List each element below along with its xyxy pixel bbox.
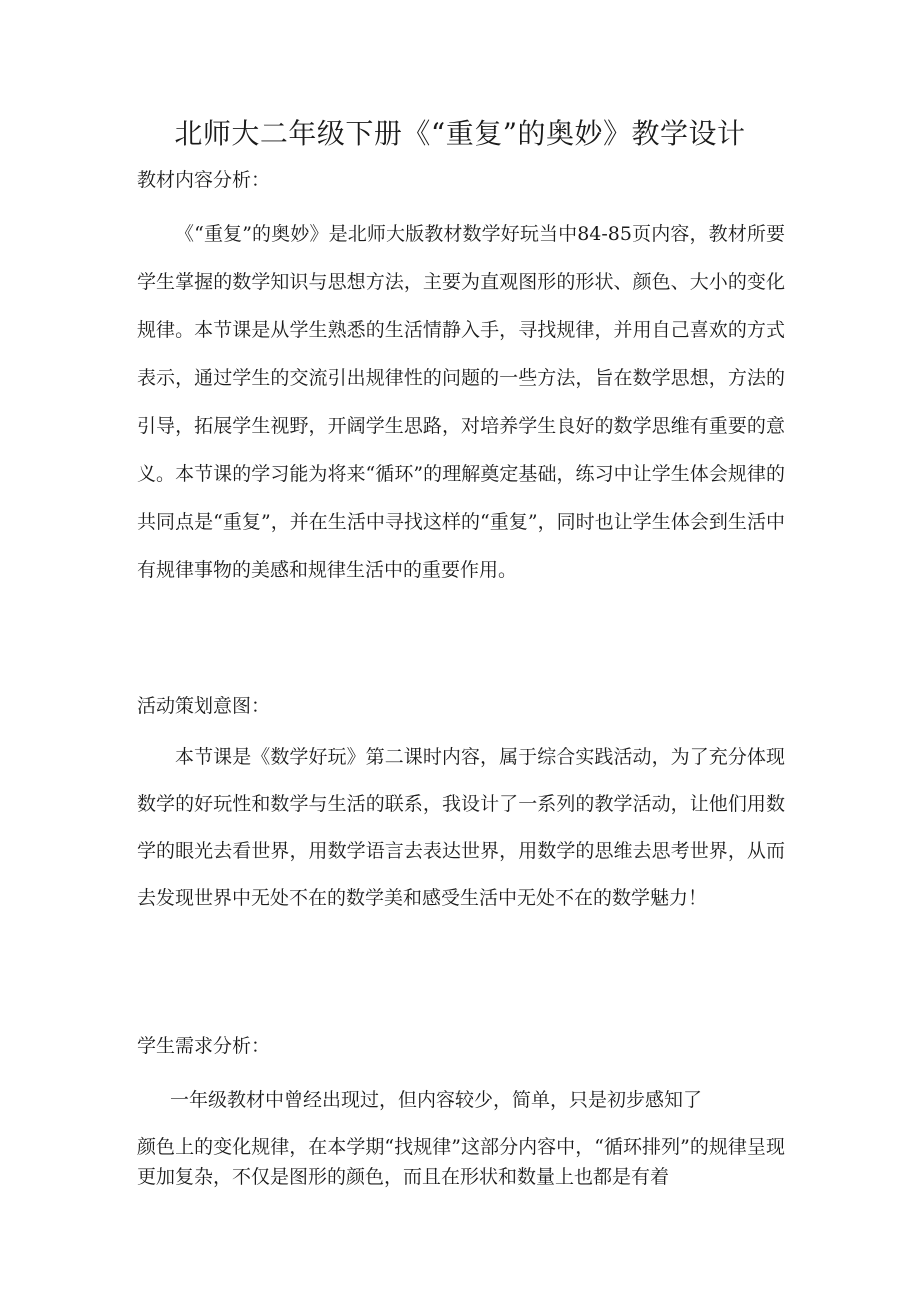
section-heading-student-needs: 学生需求分析： (137, 1035, 271, 1057)
section-body-textbook-analysis: 《“重复”的奥妙》是北师大版教材数学好玩当中84-85页内容，教材所要学生掌握的数学知识与思想方法，主要为直观图形的形状、颜色、大小的变化规律。本节课是从学生熟悉的生活情静入手，寻找规律，并用自己喜欢的方式表示，通过学生的交流引出规律性的问题的一些方法，旨在数学思想，方法的引导，拓展学生视野，开阔学生思路，对培养学生良好的数学思维有重要的意义。本节课的学习能为将来“循环”的理解奠定基础，练习中让学生体会规律的共同点是“重复”，并在生活中寻找这样的“重复”，同时也让学生体会到生活中有规律事物的美感和规律生活中的重要作用。 (137, 223, 785, 581)
section-body-student-needs-first-line: 一年级教材中曾经出现过，但内容较少，简单，只是初步感知了 (170, 1089, 703, 1111)
document-title: 北师大二年级下册《“重复”的奥妙》教学设计 (174, 117, 746, 150)
section-heading-activity-intent: 活动策划意图： (137, 695, 271, 717)
section-body-student-needs-continued: 颜色上的变化规律，在本学期“找规律”这部分内容中，“循环排列”的规律呈现更加复杂，不仅是图形的颜色，而且在形状和数量上也都是有着 (137, 1136, 785, 1188)
section-heading-textbook-analysis: 教材内容分析： (137, 169, 271, 191)
section-body-activity-intent: 本节课是《数学好玩》第二课时内容，属于综合实践活动，为了充分体现数学的好玩性和数学与生活的联系，我设计了一系列的教学活动，让他们用数学的眼光去看世界，用数学语言去表达世界，用数学的思维去思考世界，从而去发现世界中无处不在的数学美和感受生活中无处不在的数学魅力！ (137, 746, 785, 909)
